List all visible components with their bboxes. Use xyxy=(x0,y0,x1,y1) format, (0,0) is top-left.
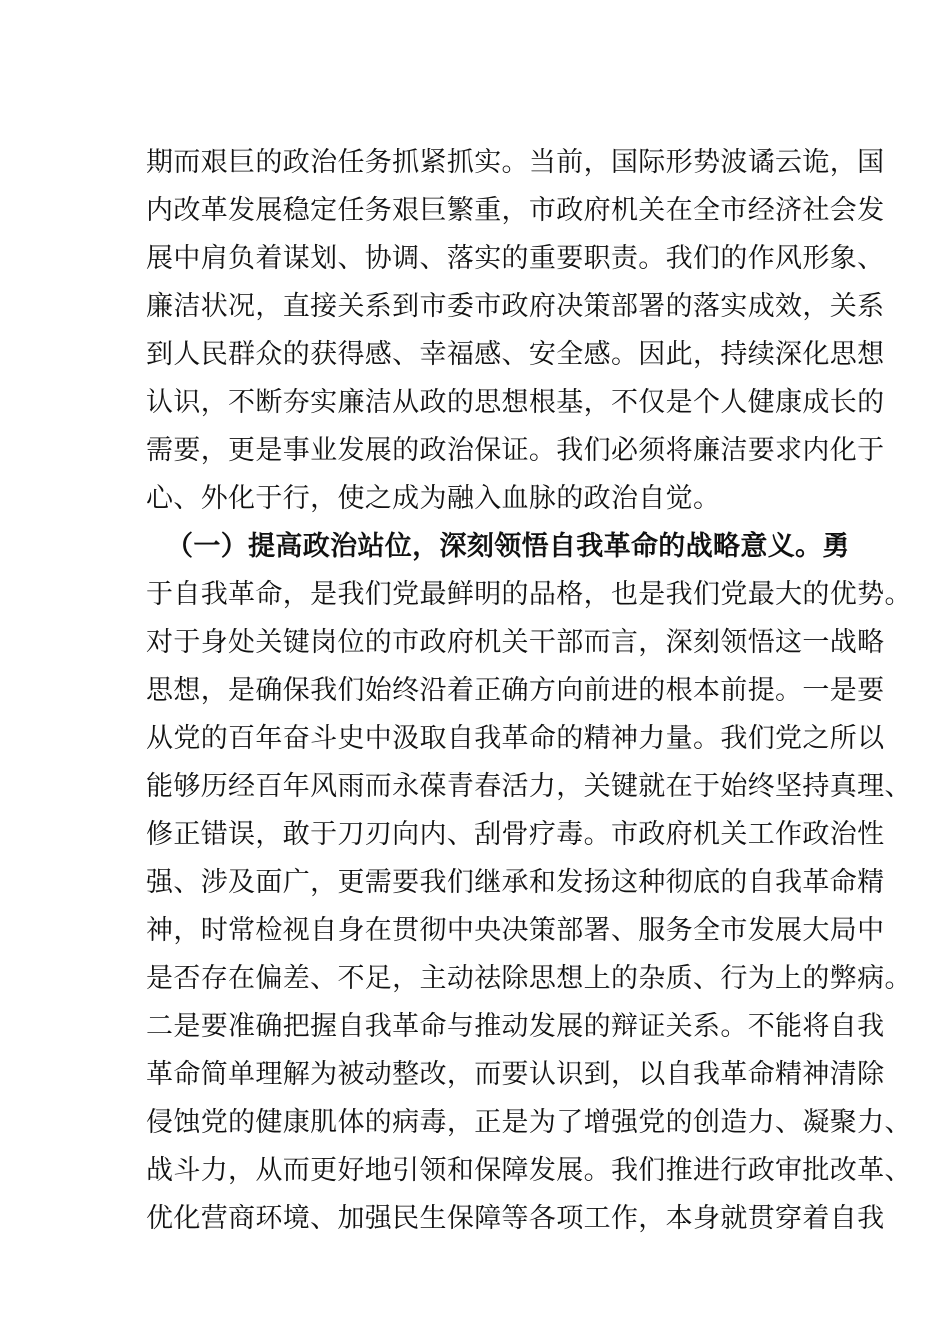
paragraph-line: 廉洁状况，直接关系到市委市政府决策部署的落实成效，关系 xyxy=(146,291,885,322)
section-heading: （一）提高政治站位，深刻领悟自我革命的战略意义。勇 xyxy=(166,531,850,562)
paragraph-line: 心、外化于行，使之成为融入血脉的政治自觉。 xyxy=(146,483,721,514)
paragraph-line: 强、涉及面广，更需要我们继承和发扬这种彻底的自我革命精 xyxy=(146,867,885,898)
paragraph-line: 展中肩负着谋划、协调、落实的重要职责。我们的作风形象、 xyxy=(146,243,885,274)
paragraph-line: 革命简单理解为被动整改，而要认识到，以自我革命精神清除 xyxy=(146,1059,885,1090)
paragraph-line: 需要，更是事业发展的政治保证。我们必须将廉洁要求内化于 xyxy=(146,435,885,466)
paragraph-line: 侵蚀党的健康肌体的病毒，正是为了增强党的创造力、凝聚力、 xyxy=(146,1107,912,1138)
paragraph-line: 优化营商环境、加强民生保障等各项工作，本身就贯穿着自我 xyxy=(146,1203,885,1234)
paragraph-line: 修正错误，敢于刀刃向内、刮骨疗毒。市政府机关工作政治性 xyxy=(146,819,885,850)
paragraph-line: 对于身处关键岗位的市政府机关干部而言，深刻领悟这一战略 xyxy=(146,627,885,658)
paragraph-line: 是否存在偏差、不足，主动祛除思想上的杂质、行为上的弊病。 xyxy=(146,963,912,994)
paragraph-line: 内改革发展稳定任务艰巨繁重，市政府机关在全市经济社会发 xyxy=(146,195,885,226)
paragraph-line: 期而艰巨的政治任务抓紧抓实。当前，国际形势波谲云诡，国 xyxy=(146,147,885,178)
paragraph-line: 于自我革命，是我们党最鲜明的品格，也是我们党最大的优势。 xyxy=(146,579,912,610)
paragraph-line: 二是要准确把握自我革命与推动发展的辩证关系。不能将自我 xyxy=(146,1011,885,1042)
paragraph-line: 能够历经百年风雨而永葆青春活力，关键就在于始终坚持真理、 xyxy=(146,771,912,802)
paragraph-line: 战斗力，从而更好地引领和保障发展。我们推进行政审批改革、 xyxy=(146,1155,912,1186)
paragraph-line: 神，时常检视自身在贯彻中央决策部署、服务全市发展大局中 xyxy=(146,915,885,946)
paragraph-line: 思想，是确保我们始终沿着正确方向前进的根本前提。一是要 xyxy=(146,675,885,706)
paragraph-line: 到人民群众的获得感、幸福感、安全感。因此，持续深化思想 xyxy=(146,339,885,370)
paragraph-line: 认识，不断夯实廉洁从政的思想根基，不仅是个人健康成长的 xyxy=(146,387,885,418)
paragraph-line: 从党的百年奋斗史中汲取自我革命的精神力量。我们党之所以 xyxy=(146,723,885,754)
